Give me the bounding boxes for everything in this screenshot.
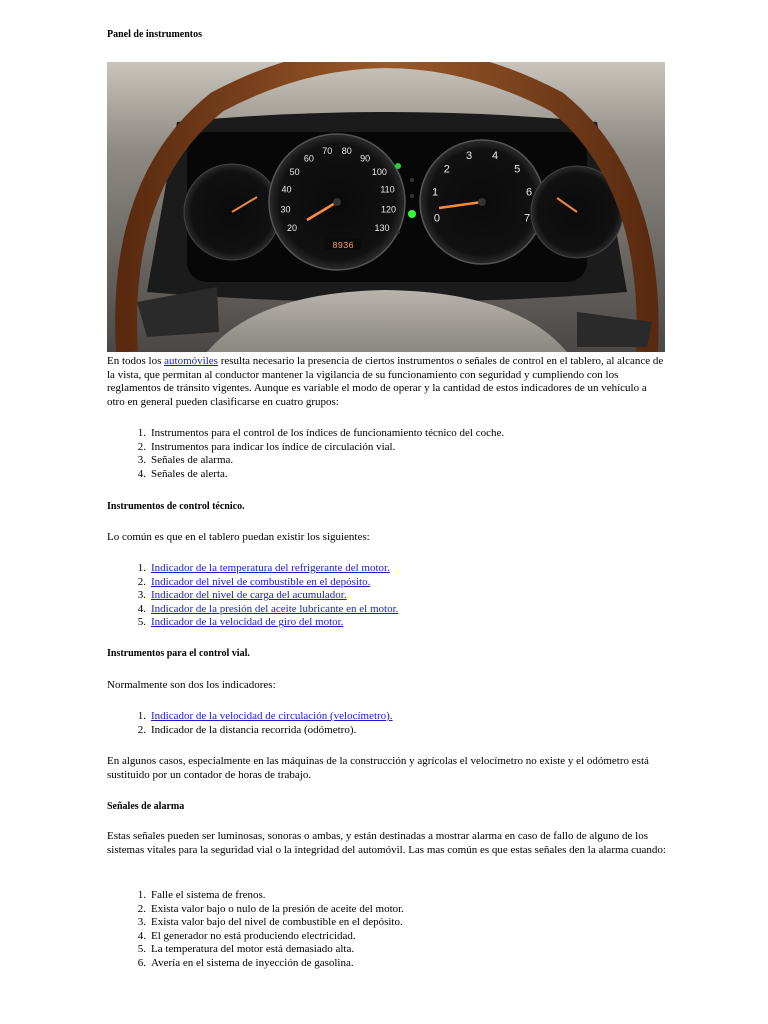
tachometer-label: 4 xyxy=(491,149,499,162)
speedometer-label: 40 xyxy=(281,184,292,195)
tachometer-label: 6 xyxy=(525,186,533,199)
temperature-indicator-link[interactable]: Indicador de la temperatura del refrigerante del motor. xyxy=(151,562,390,574)
dashboard-photo xyxy=(107,62,665,352)
alarm-list xyxy=(107,889,667,971)
speedometer-label: 30 xyxy=(280,204,291,215)
oil-pressure-indicator-link[interactable]: Indicador de la presión del aceite lubricante en el motor. xyxy=(151,602,399,615)
fuel-indicator-link[interactable]: Indicador del nivel de combustible en el depósito. xyxy=(151,575,371,588)
list-item: 2. Indicador del nivel de combustible en el depósito. xyxy=(137,575,371,588)
list-item: 3. Exista valor bajo del nivel de combustible en el depósito. xyxy=(137,916,403,929)
speedometer-label: 100 xyxy=(371,166,387,177)
tachometer-label: 2 xyxy=(443,163,450,176)
tachometer-label: 7 xyxy=(524,212,531,225)
groups-list xyxy=(107,427,667,481)
list-item: 2. Exista valor bajo o nulo de la presión de aceite del motor. xyxy=(137,902,404,915)
section-heading-control-vial: Instrumentos para el control vial. xyxy=(107,648,250,659)
page-title: Panel de instrumentos xyxy=(107,29,202,40)
automoviles-link[interactable]: automóviles xyxy=(164,355,218,367)
speedometer-link[interactable]: Indicador de la velocidad de circulación (velocímetro). xyxy=(151,710,393,722)
tachometer-label: 0 xyxy=(433,212,440,225)
list-item: 3. Señales de alarma. xyxy=(137,454,234,467)
list-item: 4. Indicador de la presión del aceite lubricante en el motor. xyxy=(137,602,399,615)
speedometer-label: 50 xyxy=(289,166,300,177)
engine-speed-indicator-link[interactable]: Indicador de la velocidad de giro del motor. xyxy=(151,616,344,629)
list-item: 3. Indicador del nivel de carga del acumulador. xyxy=(137,589,347,602)
speedometer-label: 70 xyxy=(322,145,333,156)
list-item: 2. Instrumentos para indicar los índice de circulación vial. xyxy=(137,440,396,453)
section-heading-alarma: Señales de alarma xyxy=(107,801,185,812)
list-item: 1. Indicador de la velocidad de circulación (velocímetro). xyxy=(137,710,393,722)
battery-indicator-link[interactable]: Indicador del nivel de carga del acumulador. xyxy=(151,589,347,602)
speedometer-label: 120 xyxy=(380,204,397,215)
section-heading-control-tecnico: Instrumentos de control técnico. xyxy=(107,501,245,512)
intro-text-before: En todos los xyxy=(107,355,165,367)
list-item: 4. Señales de alerta. xyxy=(137,467,228,480)
list-item: 4. El generador no está produciendo electricidad. xyxy=(137,929,356,942)
tachometer-label: 3 xyxy=(465,149,473,162)
list-item: 1. Falle el sistema de frenos. xyxy=(137,889,266,901)
speedometer-label: 110 xyxy=(380,184,395,195)
tachometer-label: 5 xyxy=(514,163,521,176)
speedometer-label: 80 xyxy=(341,145,352,156)
speedometer-label: 60 xyxy=(303,153,314,164)
section2-note: En algunos casos, especialmente en las máquinas de la construcción y agrícolas el velocímetro no existe y el odómetro está sustituido por un contador de horas de trabajo. xyxy=(107,755,649,781)
section3-text: Estas señales pueden ser luminosas, sonoras o ambas, y están destinadas a mostrar alarma en caso de fallo de alguno de los sistemas vitales para la seguridad vial o la integridad del automóvil. Las mas común es que estas señales den la alarma cuando: xyxy=(107,830,666,856)
list-item: 5. La temperatura del motor está demasiado alta. xyxy=(137,943,355,956)
intro-paragraph xyxy=(107,355,667,409)
section1-text: Lo común es que en el tablero puedan existir los siguientes: xyxy=(107,531,370,543)
speedometer-label: 130 xyxy=(374,223,390,233)
list-item: 5. Indicador de la velocidad de giro del motor. xyxy=(137,616,344,629)
section2-text: Normalmente son dos los indicadores: xyxy=(107,679,276,691)
technical-indicators-list xyxy=(107,562,667,630)
list-item: 1. Indicador de la temperatura del refrigerante del motor. xyxy=(137,562,390,574)
tachometer-label: 1 xyxy=(431,186,439,199)
list-item: 2. Indicador de la distancia recorrida (odómetro). xyxy=(137,723,357,736)
list-item: 1. Instrumentos para el control de los índices de funcionamiento técnico del coche. xyxy=(137,427,505,439)
intro-text-after: resulta necesario la presencia de ciertos instrumentos o señales de control en el tablero, al alcance de la vista, que permitan al conductor mantener la vigilancia de su funcionamiento con seguridad y cumpliendo con los reglamentos de tránsito vigentes. Aunque es variable el modo de operar y la cantidad de estos indicadores de un vehículo a otro en general pueden clasificarse en cuatro grupos: xyxy=(107,355,664,408)
odometer-readout: 8936 xyxy=(332,241,354,251)
road-indicators-list xyxy=(107,710,667,737)
speedometer-label: 90 xyxy=(360,153,371,164)
speedometer-label: 20 xyxy=(286,223,298,233)
list-item: 6. Avería en el sistema de inyección de gasolina. xyxy=(137,956,354,969)
